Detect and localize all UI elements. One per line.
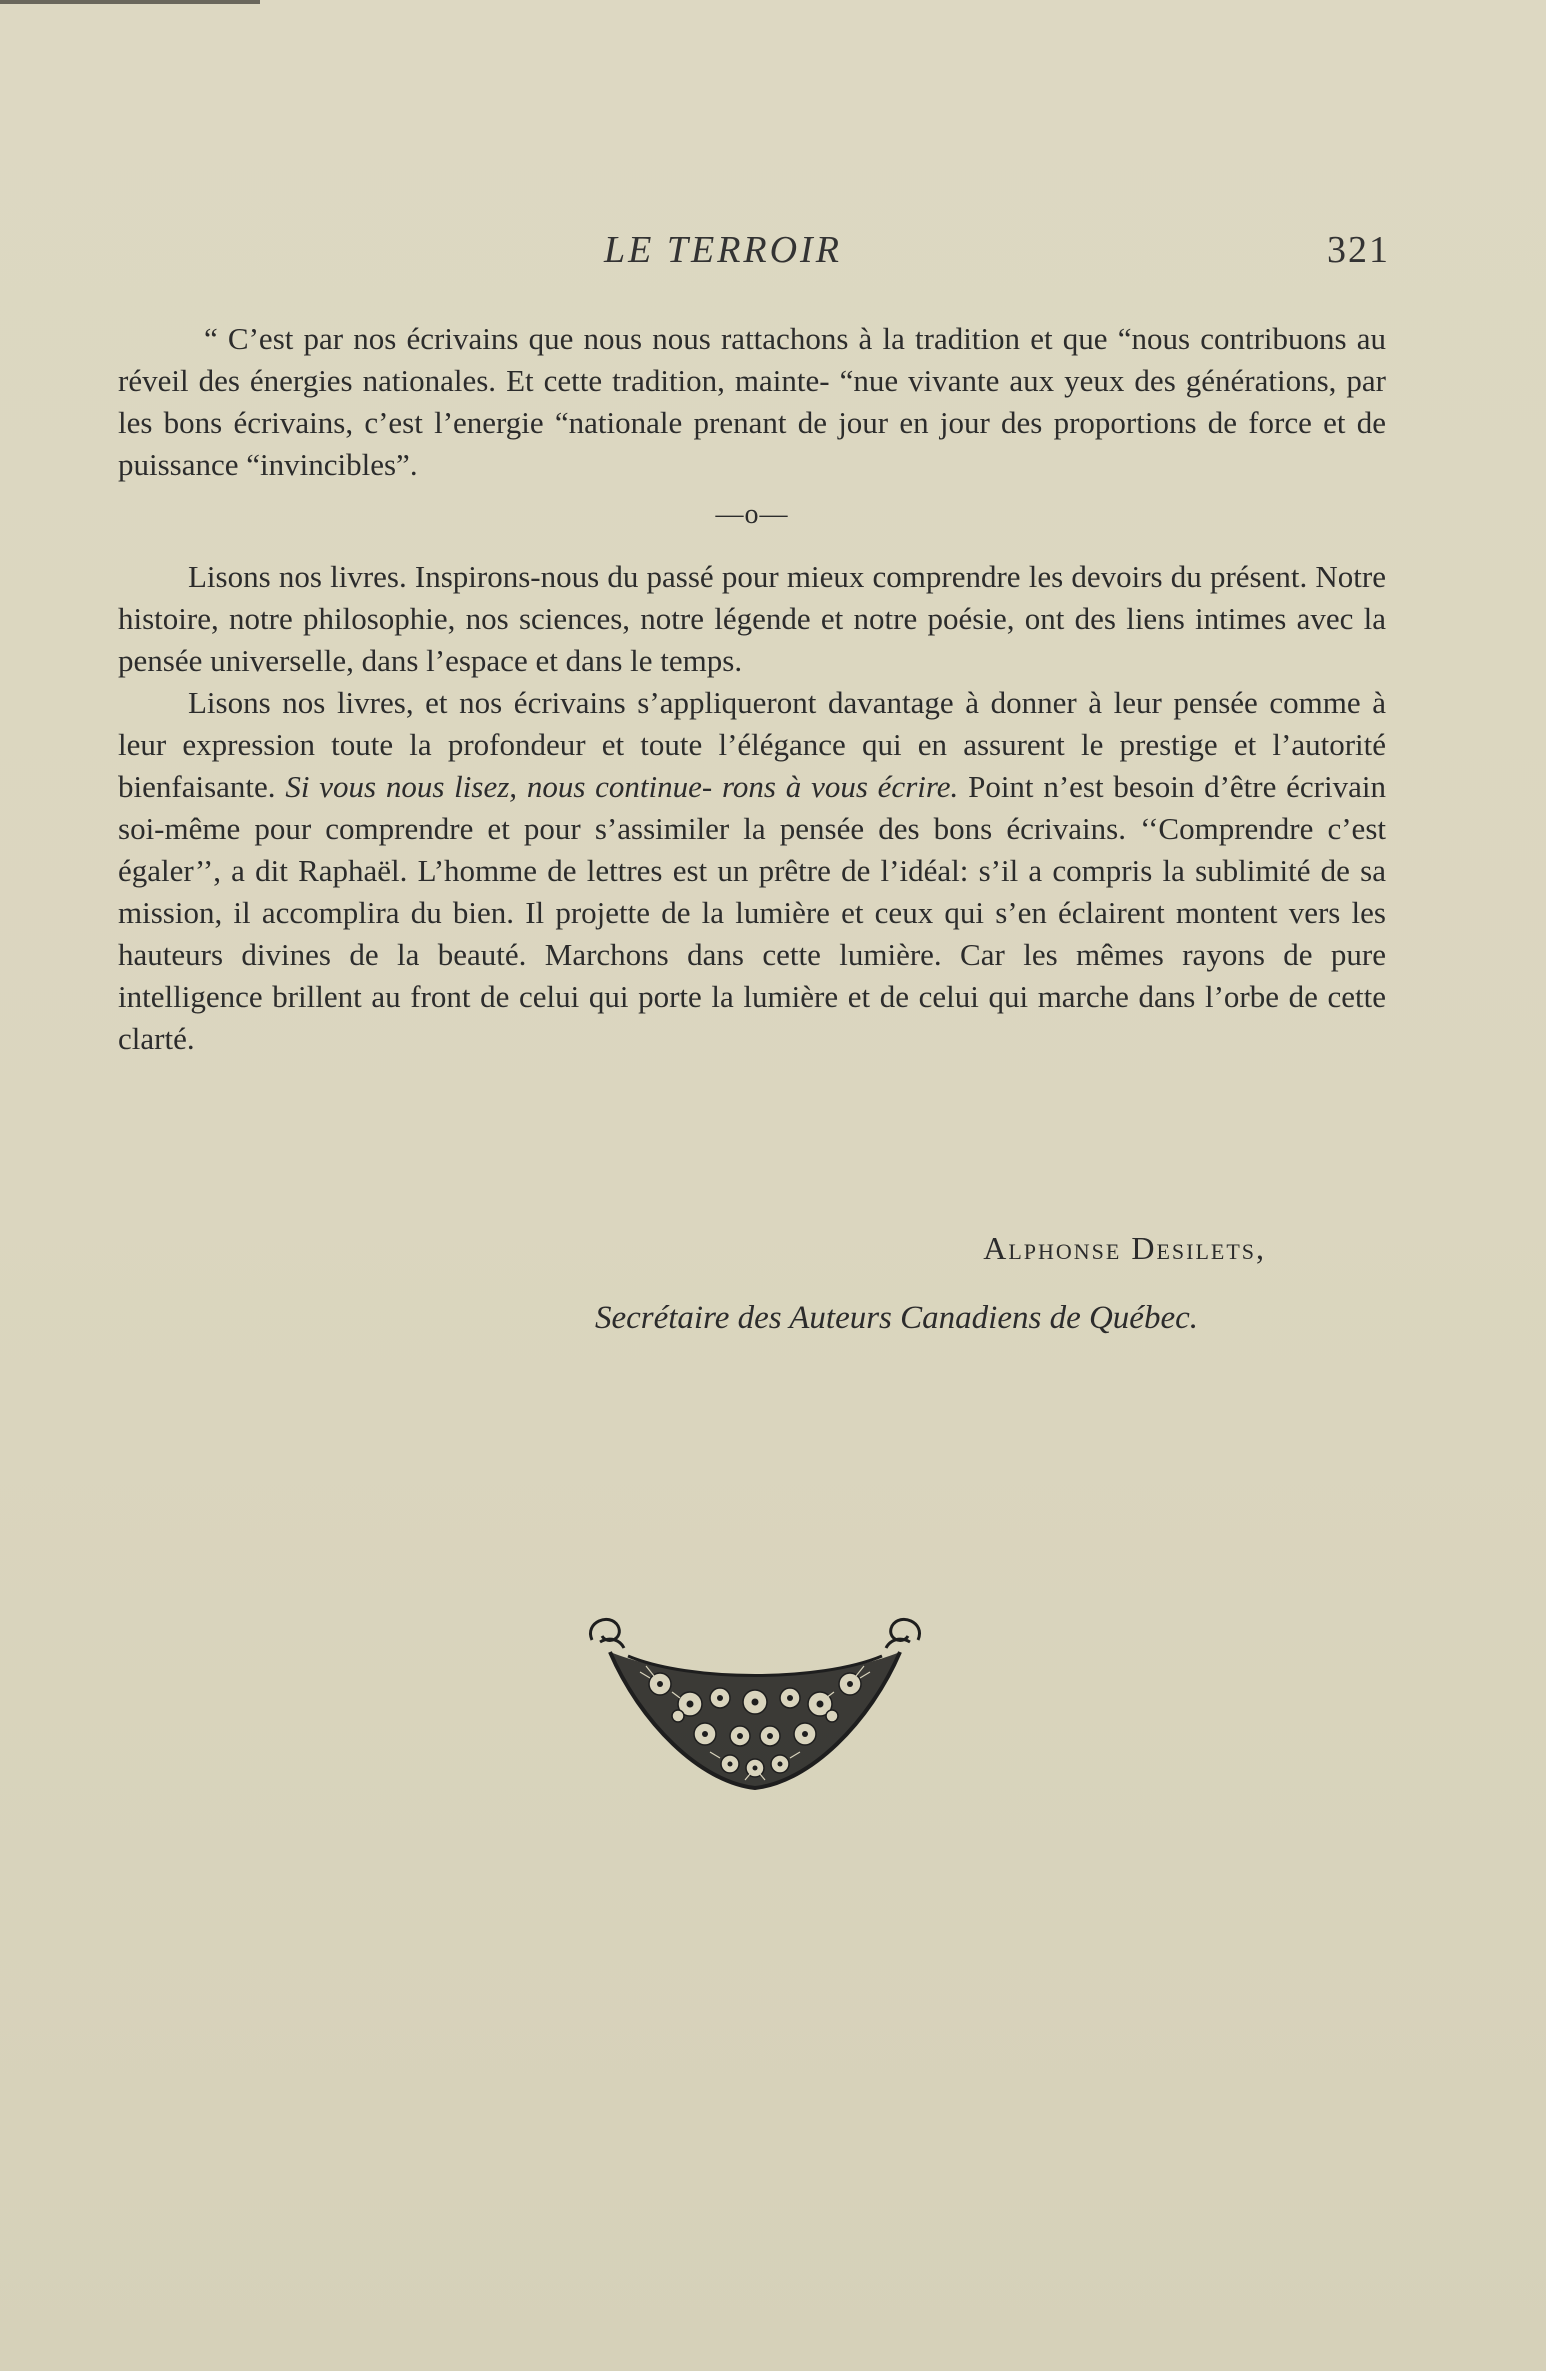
- page-number: 321: [1327, 229, 1390, 271]
- top-edge-rule: [0, 0, 260, 4]
- page-header: [118, 228, 1390, 288]
- quoted-passage: “ C’est par nos écrivains que nous nous rattachons à la tradition et que “nous contribuons au réveil des énergies nationales. Et cette tradition, mainte- “nue vivante aux yeux des générations, par les bons écrivains, c’est l’energie “nationale prenant de jour en jour des proportions de force et de puissance “invincibles”.: [118, 321, 1386, 482]
- floral-garland-ornament-icon: [580, 1612, 930, 1812]
- paragraph-2-end: Point n’est besoin d’être écrivain soi-même pour comprendre et pour s’assimiler la pensée des bons écrivains. ‘‘Comprendre c’est égaler’’, a dit Raphaël. L’homme de lettres est un prêtre de l’idéal: s’il a compris la sublimité de sa mission, il accomplira du bien. Il projette de la lumière et ceux qui s’en éclairent montent vers les hauteurs divines de la beauté. Marchons dans cette lumière. Car les mêmes rayons de pure intelligence brillent au front de celui qui porte la lumière et de celui qui marche dans l’orbe de cette clarté.: [118, 769, 1386, 1056]
- paragraph-1: Lisons nos livres. Inspirons-nous du passé pour mieux comprendre les devoirs du présent. Notre histoire, notre philosophie, nos sciences, notre légende et notre poésie, ont des liens intimes avec la pensée universelle, dans l’espace et dans le temps.: [118, 559, 1386, 678]
- paragraph-2-start: Lisons nos livres, et nos écrivains s’appliqueront davantage à donner à leur pensée comme à leur expression toute la profondeur et toute l’élégance qui en assurent le prestige et l’autorité bienfaisante.: [118, 685, 1386, 804]
- paragraph-2-italic: Si vous nous lisez, nous continue- rons à vous écrire.: [285, 769, 959, 804]
- author-role: Secrétaire des Auteurs Canadiens de Québec.: [594, 1300, 1198, 1336]
- body-text: [118, 318, 1386, 1060]
- paragraph-2: [118, 682, 1386, 1060]
- running-title: LE TERROIR: [604, 229, 842, 271]
- section-separator: —o—: [715, 499, 789, 530]
- author-name: Alphonse Desilets,: [983, 1230, 1266, 1266]
